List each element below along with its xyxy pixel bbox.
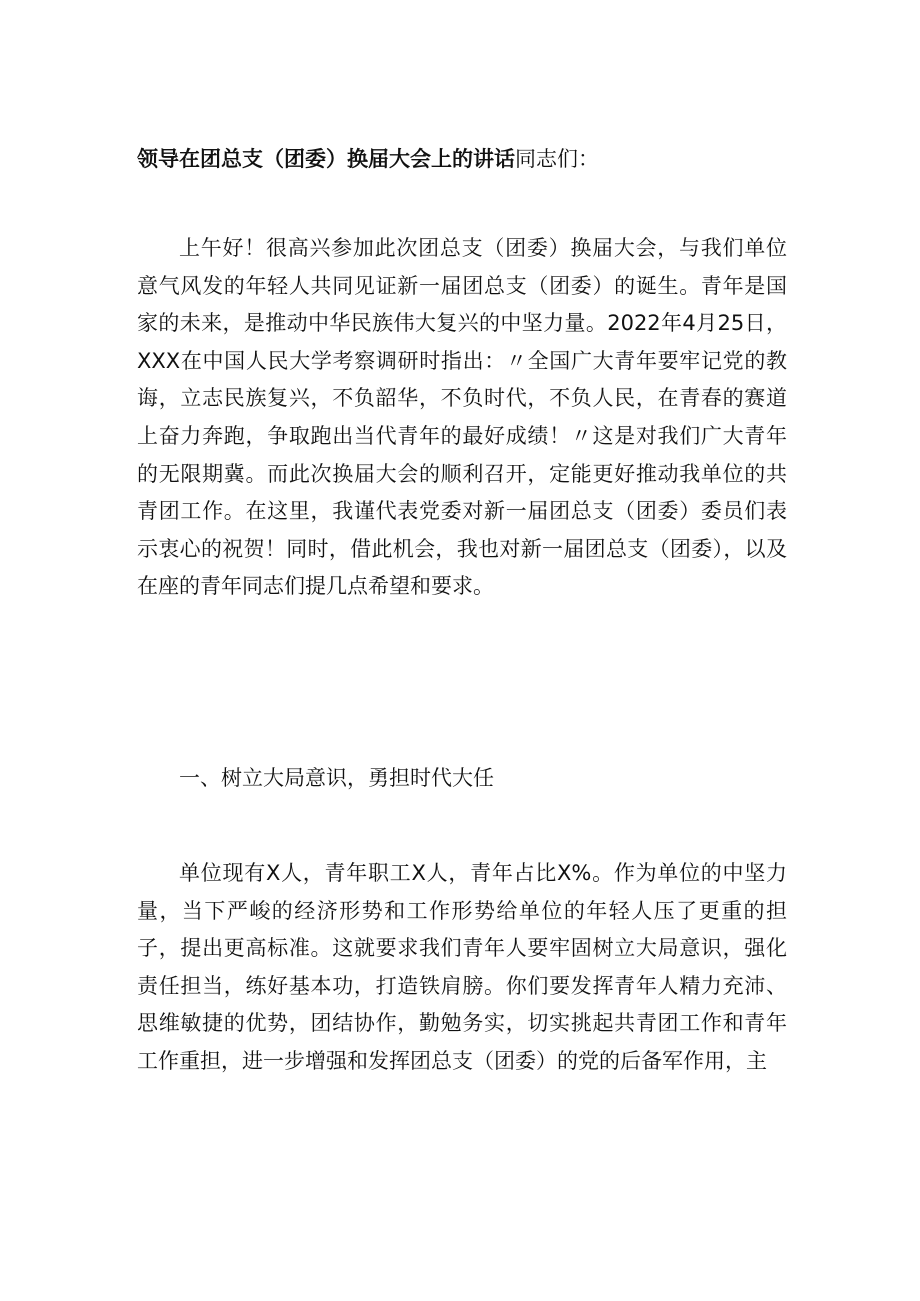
paragraph-opening: 上午好！很高兴参加此次团总支（团委）换届大会，与我们单位意气风发的年轻人共同见证新一届团总支（团委）的诞生。青年是国家的未来，是推动中华民族伟大复兴的中坚力量。2022年4月25日，XXX在中国人民大学考察调研时指出：〃全国广大青年要牢记党的教诲，立志民族复兴，不负韶华，不负时代，不负人民，在青春的赛道上奋力奔跑，争取跑出当代青年的最好成绩！〃这是对我们广大青年的无限期冀。而此次换届大会的顺利召开，定能更好推动我单位的共青团工作。在这里，我谨代表党委对新一届团总支（团委）委员们表示衷心的祝贺！同时，借此机会，我也对新一届团总支（团委），以及在座的青年同志们提几点希望和要求。: [137, 236, 787, 599]
heading-line: [137, 142, 797, 176]
salutation: 同志们：: [515, 147, 599, 171]
paragraph-section-1: 单位现有X人，青年职工X人，青年占比X%。作为单位的中坚力量，当下严峻的经济形势和工作形势给单位的年轻人压了更重的担子，提出更高标准。这就要求我们青年人要牢固树立大局意识，强化责任担当，练好基本功，打造铁肩膀。你们要发挥青年人精力充沛、思维敏捷的优势，团结协作，勤勉务实，切实挑起共青团工作和青年工作重担，进一步增强和发挥团总支（团委）的党的后备军作用，主: [137, 861, 787, 1073]
section-heading: 一、树立大局意识，勇担时代大任: [179, 766, 494, 790]
document-title: 领导在团总支（团委）换届大会上的讲话: [137, 147, 515, 171]
